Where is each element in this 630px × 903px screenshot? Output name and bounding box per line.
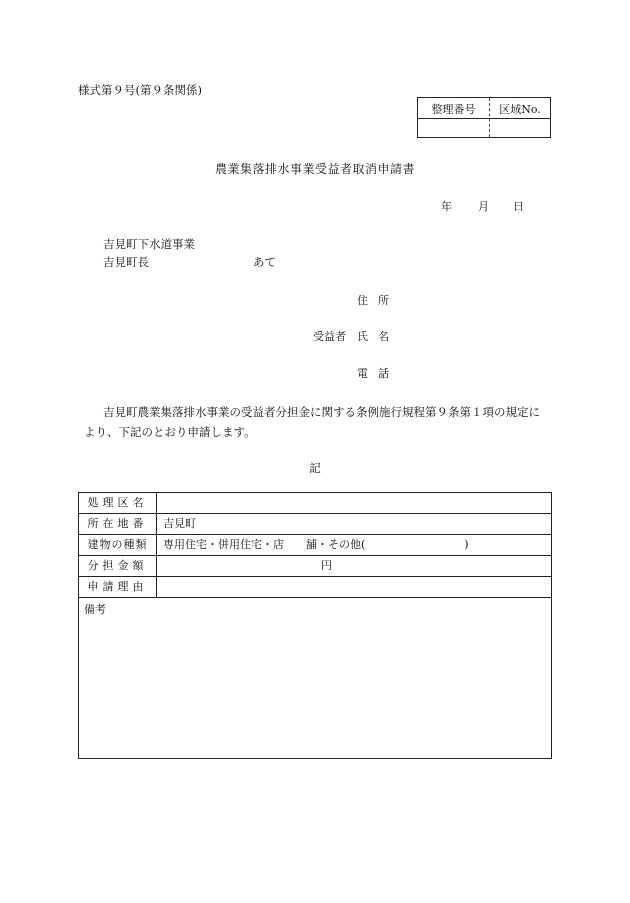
date-day-label: 日	[513, 200, 524, 213]
body-text-line-2: より、下記のとおり申請します。	[84, 425, 256, 439]
body-text-line-1: 吉見町農業集落排水事業の受益者分担金に関する条例施行規程第９条第１項の規定に	[103, 405, 540, 419]
applicant-group-label: 受益者	[313, 330, 346, 343]
addressee-organization: 吉見町下水道事業	[103, 237, 195, 251]
lot-number-value[interactable]: 吉見町	[163, 517, 196, 530]
building-type-options[interactable]: 専用住宅・併用住宅・店 舗・その他( )	[163, 538, 469, 551]
addressee-title: 吉見町長	[103, 255, 149, 269]
number-box-row-line	[418, 118, 550, 119]
ki-heading: 記	[309, 461, 321, 475]
applicant-name-label: 氏名	[357, 330, 399, 343]
remarks-label: 備考	[84, 603, 106, 616]
row-label-building-type: 建物の種類	[79, 535, 157, 555]
row-label-application-reason: 申請理由	[79, 577, 157, 597]
management-number-box	[417, 97, 551, 138]
row-label-lot-number: 所在地番	[79, 514, 157, 534]
row-label-treatment-district: 処理区名	[79, 493, 157, 513]
document-title: 農業集落排水事業受益者取消申請書	[214, 162, 415, 176]
table-row	[79, 493, 551, 514]
contribution-amount-value[interactable]: 円	[321, 559, 332, 572]
form-number: 様式第９号(第９条関係)	[78, 83, 202, 97]
date-year-label: 年	[441, 200, 452, 213]
date-month-label: 月	[478, 200, 489, 213]
district-number-label: 区域No.	[499, 103, 541, 116]
application-details-table	[78, 492, 552, 759]
row-label-contribution-amount: 分担金額	[79, 556, 157, 576]
management-number-label: 整理番号	[431, 103, 476, 116]
applicant-address-label: 住所	[357, 294, 399, 307]
table-row	[79, 556, 551, 577]
applicant-phone-label: 電話	[357, 367, 399, 380]
table-row	[79, 514, 551, 535]
table-row	[79, 577, 551, 598]
addressee-suffix: あて	[253, 255, 276, 269]
table-row	[79, 535, 551, 556]
